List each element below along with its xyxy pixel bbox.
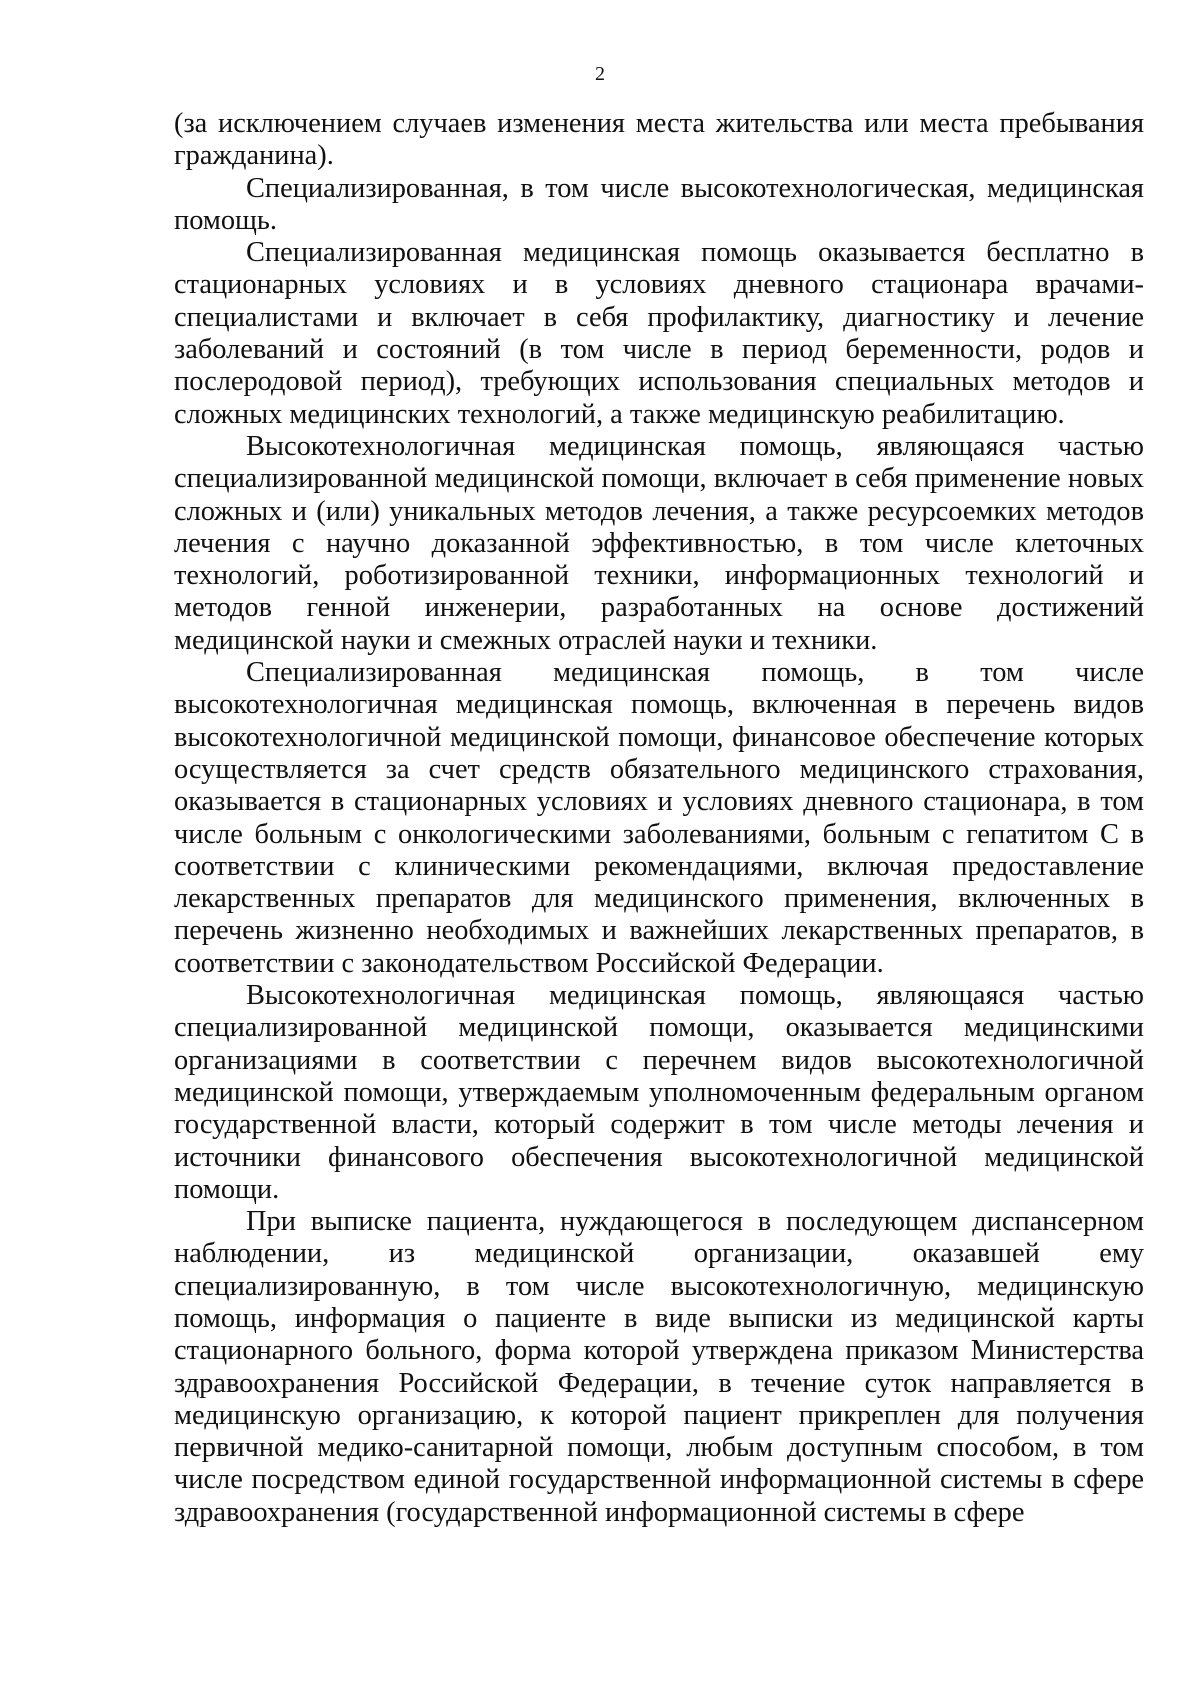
document-body	[174, 108, 1144, 1529]
paragraph-high-tech-care: Высокотехнологичная медицинская помощь, являющаяся частью специализированной медицинской помощи, включает в себя применение новых сложных и (или) уникальных методов лечения, а также ресурсоемких методов лечения с научно доказанной эффективностью, в том числе клеточных технологий, роботизированной техники, информационных технологий и методов генной инженерии, разработанных на основе достижений медицинской науки и смежных отраслей науки и техники.	[174, 430, 1144, 656]
paragraph-specialized-care-heading: Специализированная, в том числе высокотехнологическая, медицинская помощь.	[174, 172, 1144, 236]
paragraph-patient-discharge: При выписке пациента, нуждающегося в последующем диспансерном наблюдении, из медицинской организации, оказавшей ему специализированную, в том числе высокотехнологичную, медицинскую помощь, информация о пациенте в виде выписки из медицинской карты стационарного больного, форма которой утверждена приказом Министерства здравоохранения Российской Федерации, в течение суток направляется в медицинскую организацию, к которой пациент прикреплен для получения первичной медико-санитарной помощи, любым доступным способом, в том числе посредством единой государственной информационной системы в сфере здравоохранения (государственной информационной системы в сфере	[174, 1206, 1144, 1528]
paragraph-specialized-care: Специализированная медицинская помощь оказывается бесплатно в стационарных условиях и в условиях дневного стационара врачами-специалистами и включает в себя профилактику, диагностику и лечение заболеваний и состояний (в том числе в период беременности, родов и послеродовой период), требующих использования специальных методов и сложных медицинских технологий, а также медицинскую реабилитацию.	[174, 237, 1144, 430]
paragraph-high-tech-organizations: Высокотехнологичная медицинская помощь, являющаяся частью специализированной медицинской помощи, оказывается медицинскими организациями в соответствии с перечнем видов высокотехнологичной медицинской помощи, утверждаемым уполномоченным федеральным органом государственной власти, который содержит в том числе методы лечения и источники финансового обеспечения высокотехнологичной медицинской помощи.	[174, 980, 1144, 1205]
paragraph-oms-financing: Специализированная медицинская помощь, в том числе высокотехнологичная медицинская помощь, включенная в перечень видов высокотехнологичной медицинской помощи, финансовое обеспечение которых осуществляется за счет средств обязательного медицинского страхования, оказывается в стационарных условиях и условиях дневного стационара, в том числе больным с онкологическими заболеваниями, больным с гепатитом С в соответствии с клиническими рекомендациями, включая предоставление лекарственных препаратов для медицинского применения, включенных в перечень жизненно необходимых и важнейших лекарственных препаратов, в соответствии с законодательством Российской Федерации.	[174, 657, 1144, 979]
page-number: 2	[595, 63, 605, 85]
paragraph-continuation: (за исключением случаев изменения места жительства или места пребывания гражданина).	[174, 108, 1144, 172]
